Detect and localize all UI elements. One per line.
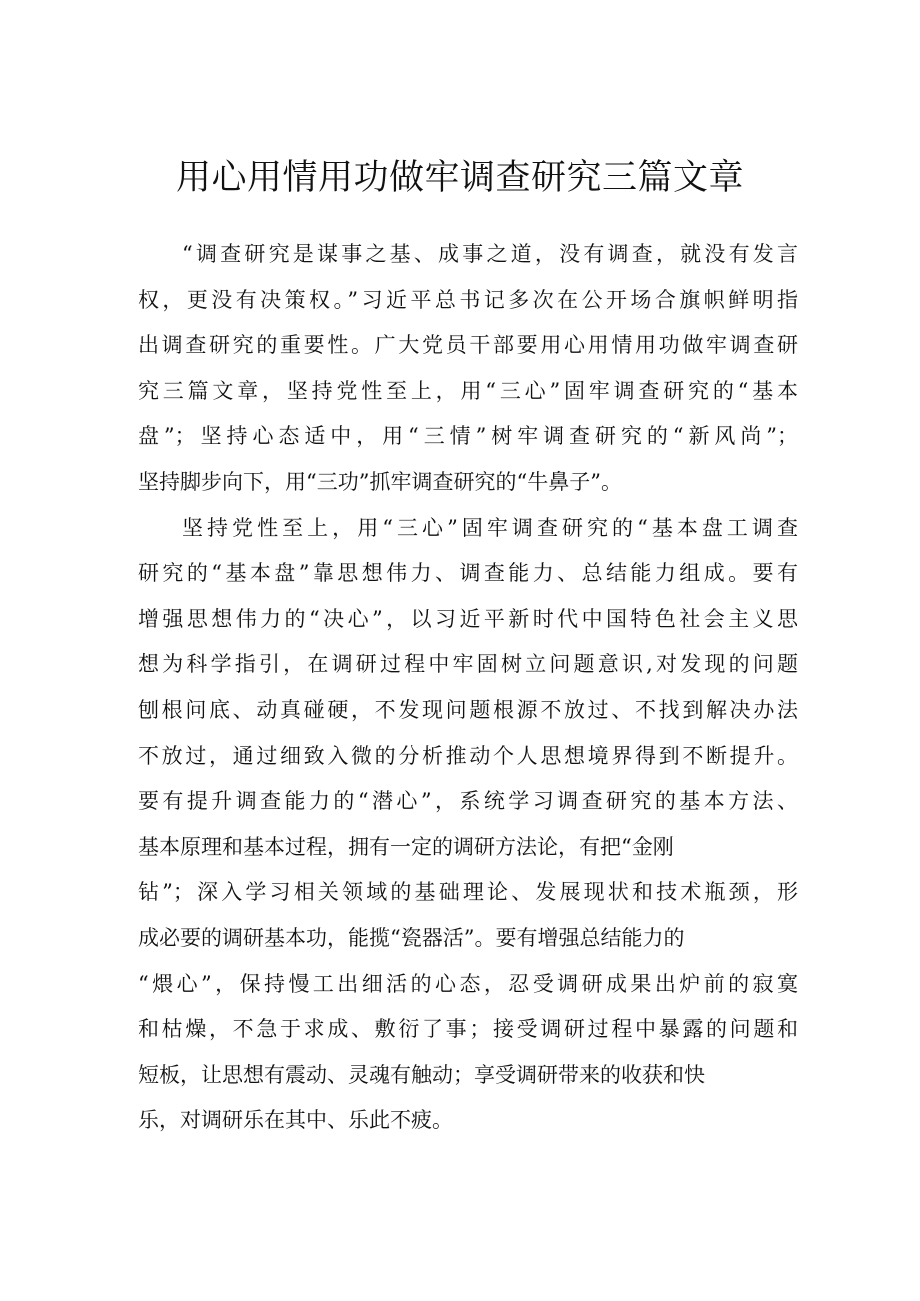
- paragraph-2-line-6: 不放过，通过细致入微的分析推动个人思想境界得到不断提升。: [138, 743, 798, 768]
- paragraph-1-line-2: 权，更没有决策权。”习近平总书记多次在公开场合旗帜鲜明指: [138, 287, 798, 312]
- paragraph-2-line-10: 成必要的调研基本功，能揽“瓷器活”。要有增强总结能力的: [138, 925, 685, 950]
- paragraph-2-line-9: 钻”；深入学习相关领域的基础理论、发展现状和技术瓶颈，形: [138, 880, 798, 905]
- paragraph-2-line-5: 刨根问底、动真碰硬，不发现问题根源不放过、不找到解决办法: [138, 697, 798, 722]
- document-title: 用心用情用功做牢调查研究三篇文章: [175, 158, 744, 198]
- document-body: [138, 232, 798, 1144]
- paragraph-2-line-4: 想为科学指引，在调研过程中牢固树立问题意识,对发现的问题: [138, 652, 798, 677]
- paragraph-2-line-13: 短板，让思想有震动、灵魂有触动；享受调研带来的收获和快: [138, 1062, 705, 1087]
- paragraph-1-line-3: 出调查研究的重要性。广大党员干部要用心用情用功做牢调查研: [138, 333, 798, 358]
- paragraph-2-line-2: 研究的“基本盘”靠思想伟力、调查能力、总结能力组成。要有: [138, 561, 798, 586]
- paragraph-2-line-7: 要有提升调查能力的“潜心”，系统学习调查研究的基本方法、: [138, 789, 798, 814]
- paragraph-1-line-6: 坚持脚步向下，用“三功”抓牢调查研究的“牛鼻子”。: [138, 469, 622, 494]
- paragraph-2-line-14: 乐，对调研乐在其中、乐此不疲。: [138, 1108, 453, 1133]
- paragraph-2-line-12: 和枯燥，不急于求成、敷衍了事；接受调研过程中暴露的问题和: [138, 1017, 798, 1042]
- paragraph-1-line-4: 究三篇文章，坚持党性至上，用“三心”固牢调查研究的“基本: [138, 378, 798, 403]
- paragraph-2-line-8: 基本原理和基本过程，拥有一定的调研方法论，有把“金刚: [138, 834, 674, 859]
- paragraph-1-line-5: 盘”；坚持心态适中，用“三情”树牢调查研究的“新风尚”；: [138, 424, 798, 449]
- paragraph-1-line-1: “调查研究是谋事之基、成事之道，没有调查，就没有发言: [182, 242, 798, 266]
- paragraph-2-line-3: 增强思想伟力的“决心”，以习近平新时代中国特色社会主义思: [138, 606, 798, 631]
- paragraph-2-line-11: “煨心”，保持慢工出细活的心态，忍受调研成果出炉前的寂寞: [138, 971, 798, 996]
- paragraph-2-line-1: 坚持党性至上，用“三心”固牢调查研究的“基本盘工调查: [182, 515, 798, 540]
